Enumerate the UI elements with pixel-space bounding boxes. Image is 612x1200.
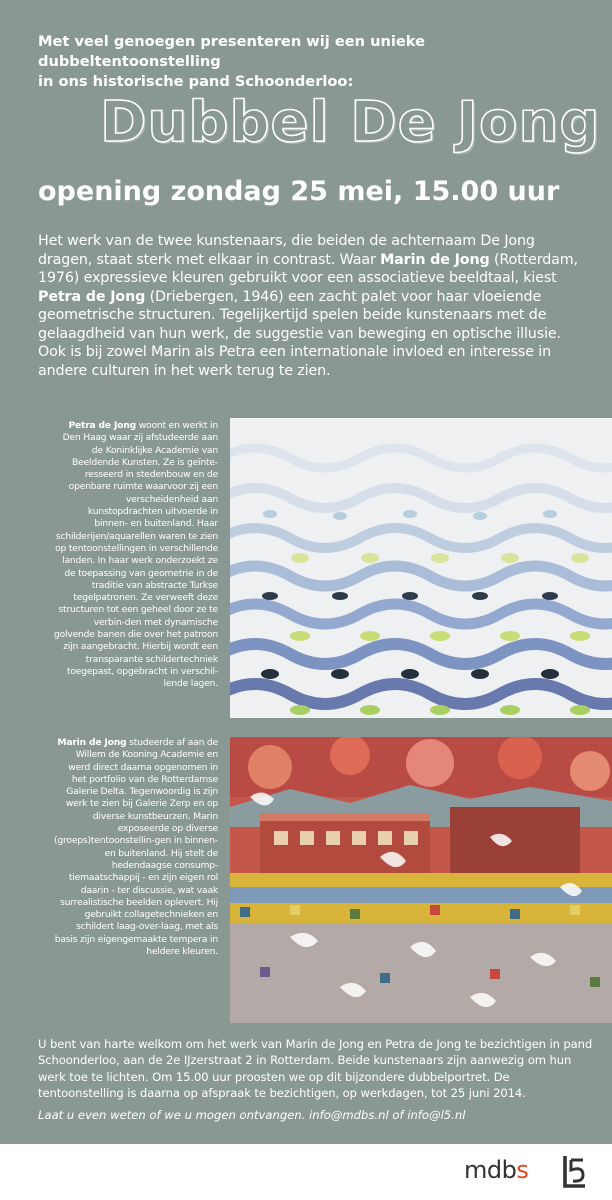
- body-part-1: Het werk van de twee kunstenaars, die beiden de achternaam De Jong dragen, staat sterk met elkaar in contrast. Waar: [38, 233, 535, 268]
- bio-marin-text: studeerde af aan de Willem de Kooning Academie en werd direct daarna opgenomen in het portfolio van de Rotterdamse Galerie Delta. Tegenwoordig is zijn werk te zien bij Galerie Zerp en op diverse kunstbeurzen. Marin exposeerde op diverse (groeps)tentoonstellin-gen in binnen- en buitenland. Hij stelt de hedendaagse consump-tiemaatschappij - en zijn eigen rol daarin - ter discussie, wat vaak surrealistische beelden oplevert. Hij gebruikt collagetechnieken en schildert laag-over-laag, met als basis zijn eigengemaakte tempera in heldere kleuren.: [54, 737, 218, 958]
- artwork-marin-image: [230, 737, 612, 1023]
- mdbs-logo-accent: s: [516, 1156, 529, 1184]
- artwork-petra-image: [230, 418, 612, 718]
- artist-name-petra: Petra de Jong: [38, 288, 146, 305]
- contact-line: Laat u even weten of we u mogen ontvangen. info@mdbs.nl of info@l5.nl: [38, 1108, 466, 1122]
- mdbs-logo-main: mdb: [464, 1156, 517, 1184]
- intro-line-2: in ons historische pand Schoonderloo:: [38, 73, 354, 90]
- exhibition-title: Dubbel De Jong: [100, 90, 601, 155]
- bio-petra: [52, 420, 218, 691]
- bio-petra-name: Petra de Jong: [68, 420, 137, 431]
- intro-line-1: Met veel genoegen presenteren wij een unieke dubbeltentoonstelling: [38, 33, 426, 70]
- bio-marin-name: Marin de Jong: [57, 737, 127, 748]
- closing-paragraph: U bent van harte welkom om het werk van Marin de Jong en Petra de Jong te bezichtigen in pand Schoonderloo, aan de 2e IJzerstraat 2 in Rotterdam. Beide kunstenaars zijn aanwezig om hun werk toe te lichten. Om 15.00 uur proosten we op dit bijzondere dubbelportret. De tentoonstelling is daarna op afspraak te bezichtigen, op werkdagen, tot 25 juni 2014.: [38, 1037, 593, 1101]
- opening-date: opening zondag 25 mei, 15.00 uur: [38, 176, 560, 207]
- body-part-3: (Driebergen, 1946) een zacht palet voor haar vloeiende geometrische structuren. Tegelijkertijd spelen beide kunstenaars met de gelaagdheid van hun werk, de suggestie van beweging en optische illusie. Ook is bij zowel Marin als Petra een internationale invloed en interesse in andere culturen in het werk terug te zien.: [38, 288, 561, 379]
- artist-name-marin: Marin de Jong: [380, 251, 490, 268]
- body-paragraph: [38, 232, 578, 380]
- mdbs-logo: [464, 1156, 528, 1184]
- body-part-2: (Rotterdam, 1976) expressieve kleuren gebruikt voor een associatieve beeldtaal, kiest: [38, 251, 578, 286]
- l5-logo-icon: [563, 1154, 587, 1192]
- bio-petra-text: woont en werkt in Den Haag waar zij afstudeerde aan de Koninklijke Academie van Beeldende Kunsten. Ze is geïnte-resseerd in stedenbouw en de openbare ruimte waarvoor zij een verscheidenheid aan kunstopdrachten uitvoerde in binnen- en buitenland. Haar schilderijen/aquarellen waren te zien op tentoonstellingen in verschillende landen. In haar werk onderzoekt ze de toepassing van geometrie in de traditie van abstracte Turkse tegelpatronen. Ze verweeft deze structuren tot een geheel door ze te verbin-den met dynamische golvende banen die over het patroon zijn aangebracht. Hierbij wordt een transparante schildertechniek toegepast, opgebracht in verschil-lende lagen.: [53, 420, 218, 690]
- bio-marin: [52, 737, 218, 958]
- intro-text: [38, 32, 598, 92]
- footer-bar: [0, 1144, 612, 1200]
